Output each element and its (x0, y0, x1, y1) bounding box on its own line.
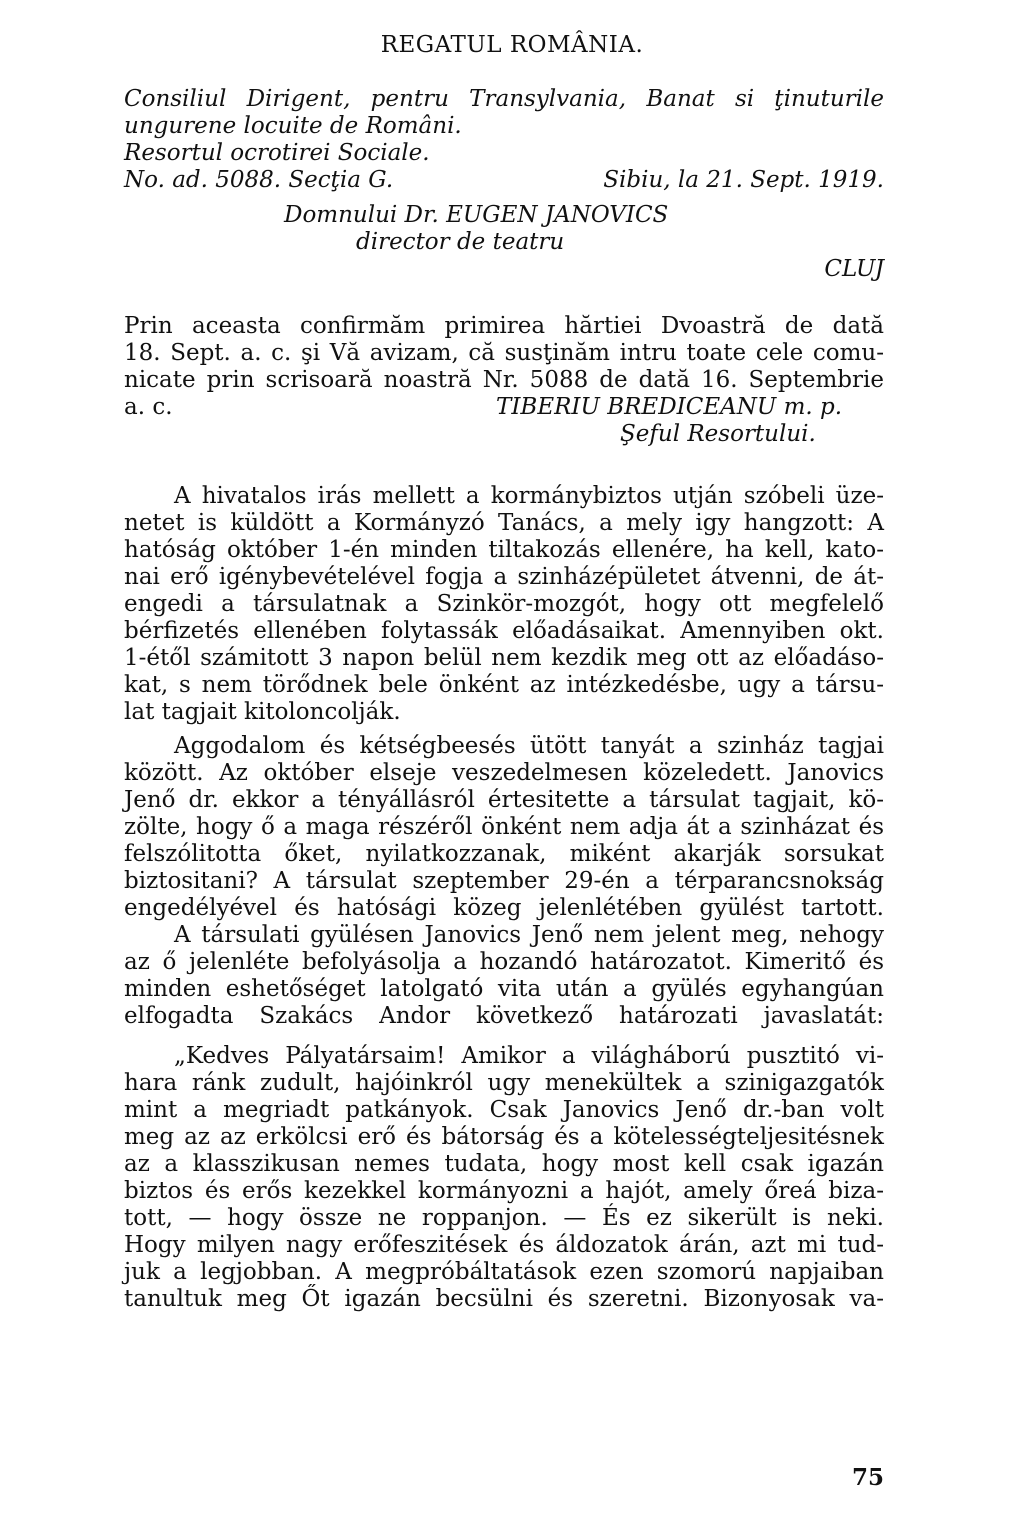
addressee-title: director de teatru (356, 229, 565, 255)
letterhead-line-2: ungurene locuite de Români. (124, 113, 462, 139)
paragraph-4-line: mint a megriadt patkányok. Csak Janovics Jenő dr.-ban volt (124, 1097, 884, 1123)
paragraph-4-line: meg az az erkölcsi erő és bátorság és a kötelességteljesitésnek (124, 1124, 884, 1150)
paragraph-2-line: Aggodalom és kétségbeesés ütött tanyát a szinház tagjai (174, 733, 884, 759)
paragraph-2-line: Jenő dr. ekkor a tényállásról értesitette a társulat tagjait, kö- (124, 787, 884, 813)
paragraph-2-line: biztositani? A társulat szeptember 29-én a térparancsnokság (124, 868, 884, 894)
paragraph-2-line: között. Az október elseje veszedelmesen közeledett. Janovics (124, 760, 884, 786)
letterhead-place-date: Sibiu, la 21. Sept. 1919. (603, 167, 884, 193)
paragraph-4-line: juk a legjobban. A megpróbáltatások ezen szomorú napjaiban (124, 1259, 884, 1285)
paragraph-1-line: nai erő igénybevételével fogja a szinházépületet átvenni, de át- (124, 564, 884, 590)
paragraph-4-line: „Kedves Pályatársaim! Amikor a világháború pusztitó vi- (174, 1043, 884, 1069)
paragraph-2-line: felszólitotta őket, nyilatkozzanak, miként akarják sorsukat (124, 841, 884, 867)
letter-signer: TIBERIU BREDICEANU m. p. (496, 394, 843, 420)
paragraph-4-line: Hogy milyen nagy erőfeszitések és áldozatok árán, azt mi tud- (124, 1232, 884, 1258)
addressee-city: CLUJ (824, 256, 884, 282)
page-number: 75 (851, 1464, 884, 1491)
letterhead-reference: No. ad. 5088. Secţia G. (124, 167, 394, 193)
letter-line-2: 18. Sept. a. c. şi Vă avizam, că susţinăm intru toate cele comu- (124, 340, 884, 366)
paragraph-3-line: A társulati gyülésen Janovics Jenő nem jelent meg, nehogy (174, 922, 884, 948)
letter-line-4-start: a. c. (124, 394, 173, 420)
paragraph-1-line: engedi a társulatnak a Szinkör-mozgót, hogy ott megfelelő (124, 591, 884, 617)
letterhead-line-3: Resortul ocrotirei Sociale. (124, 140, 430, 166)
paragraph-4-line: biztos és erős kezekkel kormányozni a hajót, amely őreá biza- (124, 1178, 884, 1204)
paragraph-1-line: netet is küldött a Kormányzó Tanács, a mely igy hangzott: A (124, 510, 884, 536)
letterhead-line-1: Consiliul Dirigent, pentru Transylvania, Banat si ţinuturile (124, 86, 884, 112)
paragraph-2-line: zölte, hogy ő a maga részéről önként nem adja át a szinházat és (124, 814, 884, 840)
paragraph-1-line: bérfizetés ellenében folytassák előadásaikat. Amennyiben okt. (124, 618, 884, 644)
paragraph-2-line: engedélyével és hatósági közeg jelenlétében gyülést tartott. (124, 895, 884, 921)
paragraph-1-line: A hivatalos irás mellett a kormánybiztos utján szóbeli üze- (174, 483, 884, 509)
paragraph-4-line: az a klasszikusan nemes tudata, hogy most kell csak igazán (124, 1151, 884, 1177)
paragraph-4-line: hara ránk zudult, hajóinkról ugy menekültek a szinigazgatók (124, 1070, 884, 1096)
letter-signer-title: Şeful Resortului. (620, 421, 816, 447)
paragraph-3-line: minden eshetőséget latolgató vita után a gyülés egyhangúan (124, 976, 884, 1002)
page-heading: REGATUL ROMÂNIA. (380, 32, 644, 58)
paragraph-1-line: 1-étől számitott 3 napon belül nem kezdik meg ott az előadáso- (124, 645, 884, 671)
addressee-name: Domnului Dr. EUGEN JANOVICS (284, 202, 669, 228)
paragraph-3-line: az ő jelenléte befolyásolja a hozandó határozatot. Kimeritő és (124, 949, 884, 975)
paragraph-1-line: kat, s nem törődnek bele önként az intézkedésbe, ugy a társu- (124, 672, 884, 698)
paragraph-3-line: elfogadta Szakács Andor következő határozati javaslatát: (124, 1003, 884, 1029)
letter-line-1: Prin aceasta confirmăm primirea hărtiei Dvoastră de dată (124, 313, 884, 339)
paragraph-4-line: tanultuk meg Őt igazán becsülni és szeretni. Bizonyosak va- (124, 1286, 884, 1312)
paragraph-1-line: lat tagjait kitoloncolják. (124, 699, 401, 725)
letter-line-3: nicate prin scrisoară noastră Nr. 5088 de dată 16. Septembrie (124, 367, 884, 393)
paragraph-4-line: tott, — hogy össze ne roppanjon. — És ez sikerült is neki. (124, 1205, 884, 1231)
paragraph-1-line: hatóság október 1-én minden tiltakozás ellenére, ha kell, kato- (124, 537, 884, 563)
